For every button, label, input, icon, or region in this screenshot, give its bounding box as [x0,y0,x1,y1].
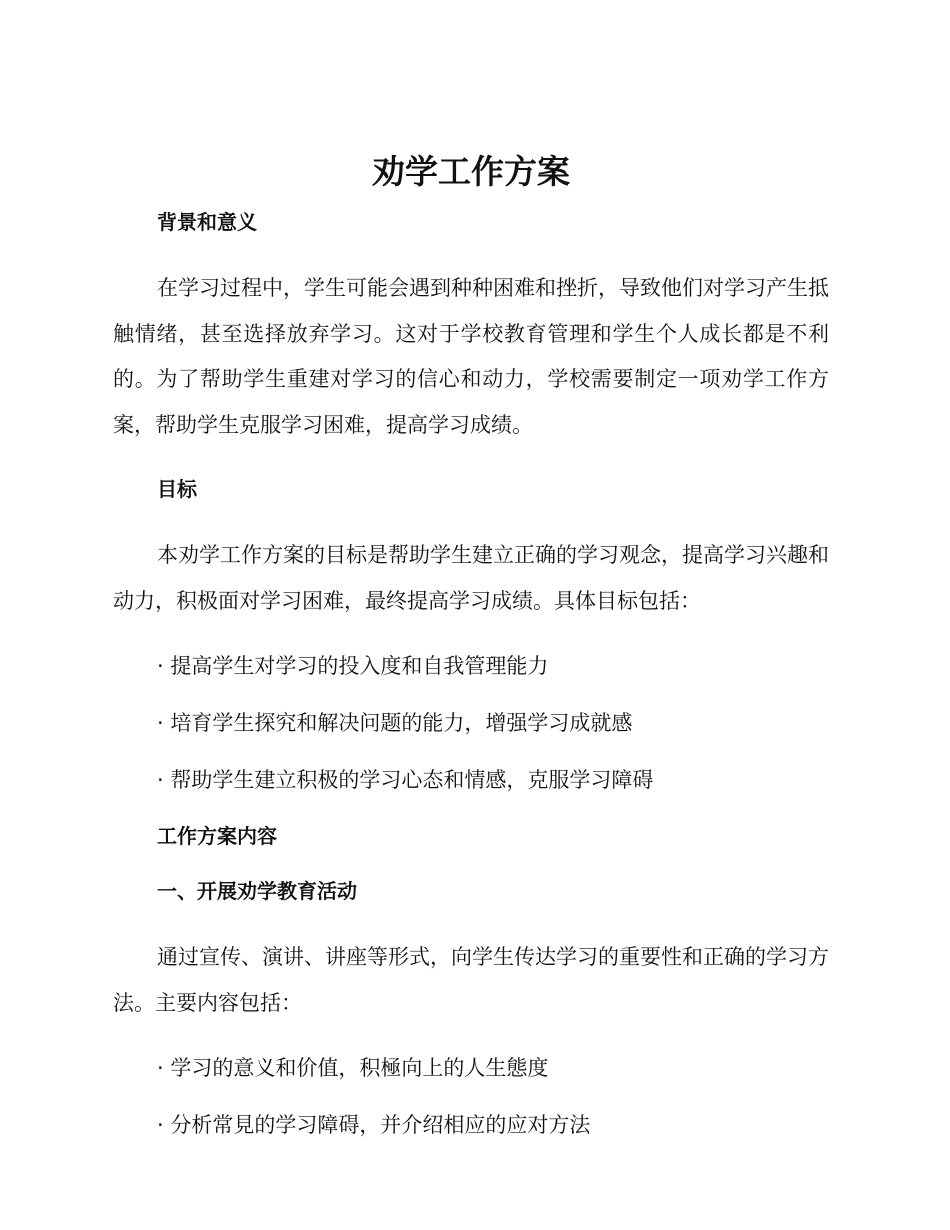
activity-list-item: · 分析常見的学习障碍，并介绍相应的应对方法 [157,1113,591,1137]
document-title: 劝学工作方案 [372,152,570,191]
section-heading-background: 背景和意义 [157,210,257,234]
goal-list-item: · 培育学生探究和解决问题的能力，增强学习成就感 [157,711,633,735]
subsection-heading-activities: 一、开展劝学教育活动 [157,879,357,903]
goal-list-item: · 提高学生对学习的投入度和自我管理能力 [157,654,549,678]
goal-list-item: · 帮助学生建立积极的学习心态和情感，克服学习障碍 [157,768,654,792]
goals-paragraph: 本劝学工作方案的目标是帮助学生建立正确的学习观念，提高学习兴趣和动力，积极面对学习困难，最终提高学习成绩。具体目标包括： [113,543,829,613]
activities-paragraph: 通过宣传、演讲、讲座等形式，向学生传达学习的重要性和正确的学习方法。主要内容包括： [113,945,829,1015]
activity-list-item: · 学习的意义和价值，积極向上的人生態度 [157,1056,549,1080]
background-paragraph: 在学习过程中，学生可能会遇到种种困难和挫折，导致他们对学习产生抵触情绪，甚至选择放弃学习。这对于学校教育管理和学生个人成长都是不利的。为了帮助学生重建对学习的信心和动力，学校需要制定一项劝学工作方案，帮助学生克服学习困难，提高学习成绩。 [113,276,829,437]
section-heading-goals: 目标 [157,477,197,501]
section-heading-content: 工作方案内容 [157,824,277,848]
